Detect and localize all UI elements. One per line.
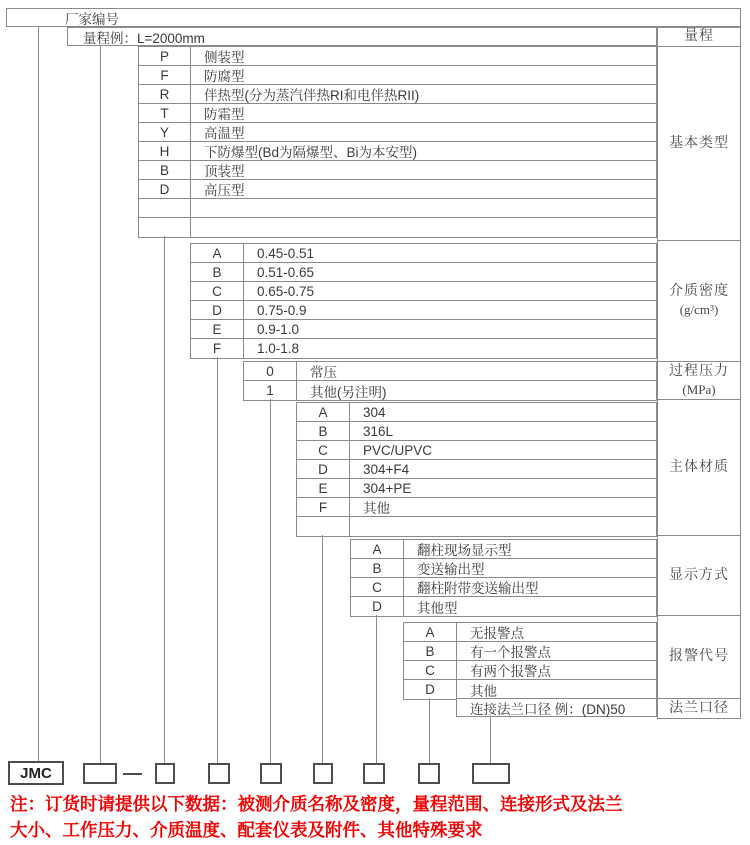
- connector-line: [270, 399, 271, 763]
- table-row: [139, 66, 656, 85]
- table-row: [139, 218, 656, 237]
- desc-cell: 常压: [310, 365, 337, 380]
- table-row: [139, 123, 656, 142]
- table-row: [191, 263, 656, 282]
- table-row: [244, 362, 656, 381]
- code-cell: [139, 218, 191, 237]
- table-row: [139, 142, 656, 161]
- basic-type-table: [138, 46, 657, 238]
- desc-cell: 其他型: [417, 600, 458, 616]
- side-label-display: 显示方式: [658, 536, 740, 616]
- code-cell: D: [191, 301, 244, 319]
- code-cell: R: [139, 85, 191, 103]
- table-row: [244, 381, 656, 400]
- table-row: [191, 301, 656, 320]
- desc-cell: 翻柱附带变送输出型: [417, 581, 539, 596]
- desc-cell: 有两个报警点: [470, 664, 551, 679]
- table-row: [297, 403, 656, 422]
- side-label-flange: 法兰口径: [669, 700, 729, 716]
- desc-cell: 0.75-0.9: [257, 302, 307, 318]
- connector-line: [164, 236, 165, 763]
- code-cell: E: [191, 320, 244, 338]
- connector-line: [217, 357, 218, 763]
- table-row: [351, 540, 656, 559]
- pressure-table: [243, 361, 657, 401]
- connector-line: [429, 698, 430, 763]
- desc-cell: 0.9-1.0: [257, 321, 300, 337]
- table-row: [191, 282, 656, 301]
- code-cell: [139, 199, 191, 217]
- side-label-pressure: 过程压力 (MPa): [658, 362, 740, 400]
- density-table: [190, 243, 657, 359]
- flange-note-label: 连接法兰口径 例：(DN)50: [470, 701, 626, 717]
- code-box-basic-type: [155, 763, 175, 784]
- dash-separator: [123, 773, 142, 775]
- desc-cell: 无报警点: [470, 626, 524, 641]
- side-label-material: 主体材质: [658, 400, 740, 536]
- code-box-pressure: [260, 763, 282, 784]
- order-note-line2: 大小、工作压力、介质温度、配套仪表及附件、其他特殊要求: [10, 820, 483, 840]
- table-row: [351, 578, 656, 597]
- desc-cell: 高温型: [204, 126, 245, 141]
- table-row: [139, 85, 656, 104]
- code-cell: E: [297, 479, 350, 497]
- side-label-basic-type: 基本类型: [658, 47, 740, 241]
- code-box-density: [208, 763, 230, 784]
- side-label-alarm: 报警代号: [658, 616, 740, 699]
- desc-cell: 防霜型: [204, 107, 245, 122]
- display-table: [350, 539, 657, 617]
- code-cell: D: [404, 680, 457, 699]
- desc-cell: 其他: [470, 683, 497, 699]
- connector-line: [322, 535, 323, 763]
- flange-row: [456, 698, 657, 717]
- table-row: [297, 498, 656, 517]
- desc-cell: 304: [363, 404, 386, 420]
- table-row: [139, 180, 656, 199]
- connector-line: [490, 717, 491, 763]
- desc-cell: 0.45-0.51: [257, 245, 315, 261]
- alarm-table: [403, 622, 657, 700]
- code-cell: 0: [244, 362, 297, 380]
- desc-cell: PVC/UPVC: [363, 442, 433, 458]
- code-cell: [297, 517, 350, 536]
- side-label-density: 介质密度 (g/cm³): [658, 241, 740, 362]
- desc-cell: [191, 218, 656, 237]
- model-prefix-label: JMC: [20, 764, 52, 782]
- code-box-flange: [472, 763, 510, 784]
- desc-cell: 顶装型: [204, 164, 245, 179]
- code-cell: B: [139, 161, 191, 179]
- side-label-column: [657, 27, 741, 719]
- table-row: [139, 47, 656, 66]
- range-example-label: 量程例：L=2000mm: [83, 30, 205, 46]
- code-cell: C: [297, 441, 350, 459]
- code-box-material: [313, 763, 333, 784]
- manufacturer-row: [6, 8, 741, 27]
- code-cell: D: [139, 180, 191, 198]
- code-cell: A: [297, 403, 350, 421]
- code-cell: P: [139, 47, 191, 65]
- table-row: [297, 422, 656, 441]
- code-cell: C: [191, 282, 244, 300]
- code-box-alarm: [418, 763, 440, 784]
- code-cell: T: [139, 104, 191, 122]
- connector-line: [100, 46, 101, 763]
- code-cell: 1: [244, 381, 297, 400]
- desc-cell: 304+F4: [363, 461, 410, 477]
- code-cell: Y: [139, 123, 191, 141]
- desc-cell: 变送输出型: [417, 562, 485, 577]
- code-cell: D: [297, 460, 350, 478]
- table-row: [191, 320, 656, 339]
- desc-cell: 其他(另注明): [310, 384, 387, 400]
- desc-cell: 高压型: [204, 183, 245, 198]
- table-row: [404, 680, 656, 699]
- table-row: [139, 199, 656, 218]
- side-label-range: 量程: [658, 28, 740, 47]
- table-row: [404, 623, 656, 642]
- table-row: [351, 597, 656, 616]
- code-cell: B: [404, 642, 457, 660]
- desc-cell: [191, 199, 656, 217]
- table-row: [139, 104, 656, 123]
- desc-cell: 翻柱现场显示型: [417, 543, 512, 558]
- table-row: [191, 339, 656, 358]
- table-row: [351, 559, 656, 578]
- desc-cell: [350, 517, 656, 536]
- desc-cell: 侧装型: [204, 50, 245, 65]
- code-cell: F: [139, 66, 191, 84]
- code-cell: C: [404, 661, 457, 679]
- range-row: [67, 27, 657, 46]
- desc-cell: 下防爆型(Bd为隔爆型、Bi为本安型): [204, 145, 418, 160]
- connector-line: [376, 615, 377, 763]
- code-box-range: [83, 763, 117, 784]
- table-row: [404, 642, 656, 661]
- code-cell: F: [191, 339, 244, 358]
- code-cell: A: [191, 244, 244, 262]
- code-cell: B: [191, 263, 244, 281]
- code-cell: F: [297, 498, 350, 516]
- connector-line: [38, 27, 39, 763]
- table-row: [139, 161, 656, 180]
- manufacturer-row-label: 厂家编号: [65, 11, 119, 27]
- desc-cell: 316L: [363, 423, 394, 439]
- code-cell: A: [404, 623, 457, 641]
- desc-cell: 其他: [363, 501, 390, 516]
- material-table: [296, 402, 657, 537]
- desc-cell: 0.51-0.65: [257, 264, 315, 280]
- order-note-line1: 注：订货时请提供以下数据：被测介质名称及密度，量程范围、连接形式及法兰: [10, 794, 623, 814]
- table-row: [297, 460, 656, 479]
- table-row: [297, 517, 656, 536]
- desc-cell: 伴热型(分为蒸汽伴热RI和电伴热RII): [204, 88, 420, 103]
- table-row: [297, 441, 656, 460]
- table-row: [404, 661, 656, 680]
- desc-cell: 有一个报警点: [470, 645, 551, 660]
- code-cell: A: [351, 540, 404, 558]
- table-row: [191, 244, 656, 263]
- table-row: [297, 479, 656, 498]
- desc-cell: 防腐型: [204, 69, 245, 84]
- code-box-display: [363, 763, 385, 784]
- code-cell: H: [139, 142, 191, 160]
- desc-cell: 1.0-1.8: [257, 341, 300, 356]
- code-box-model-prefix: [8, 761, 64, 785]
- code-cell: C: [351, 578, 404, 596]
- code-cell: B: [351, 559, 404, 577]
- code-cell: D: [351, 597, 404, 616]
- code-cell: B: [297, 422, 350, 440]
- order-note: [10, 791, 742, 843]
- desc-cell: 304+PE: [363, 480, 412, 496]
- desc-cell: 0.65-0.75: [257, 283, 315, 299]
